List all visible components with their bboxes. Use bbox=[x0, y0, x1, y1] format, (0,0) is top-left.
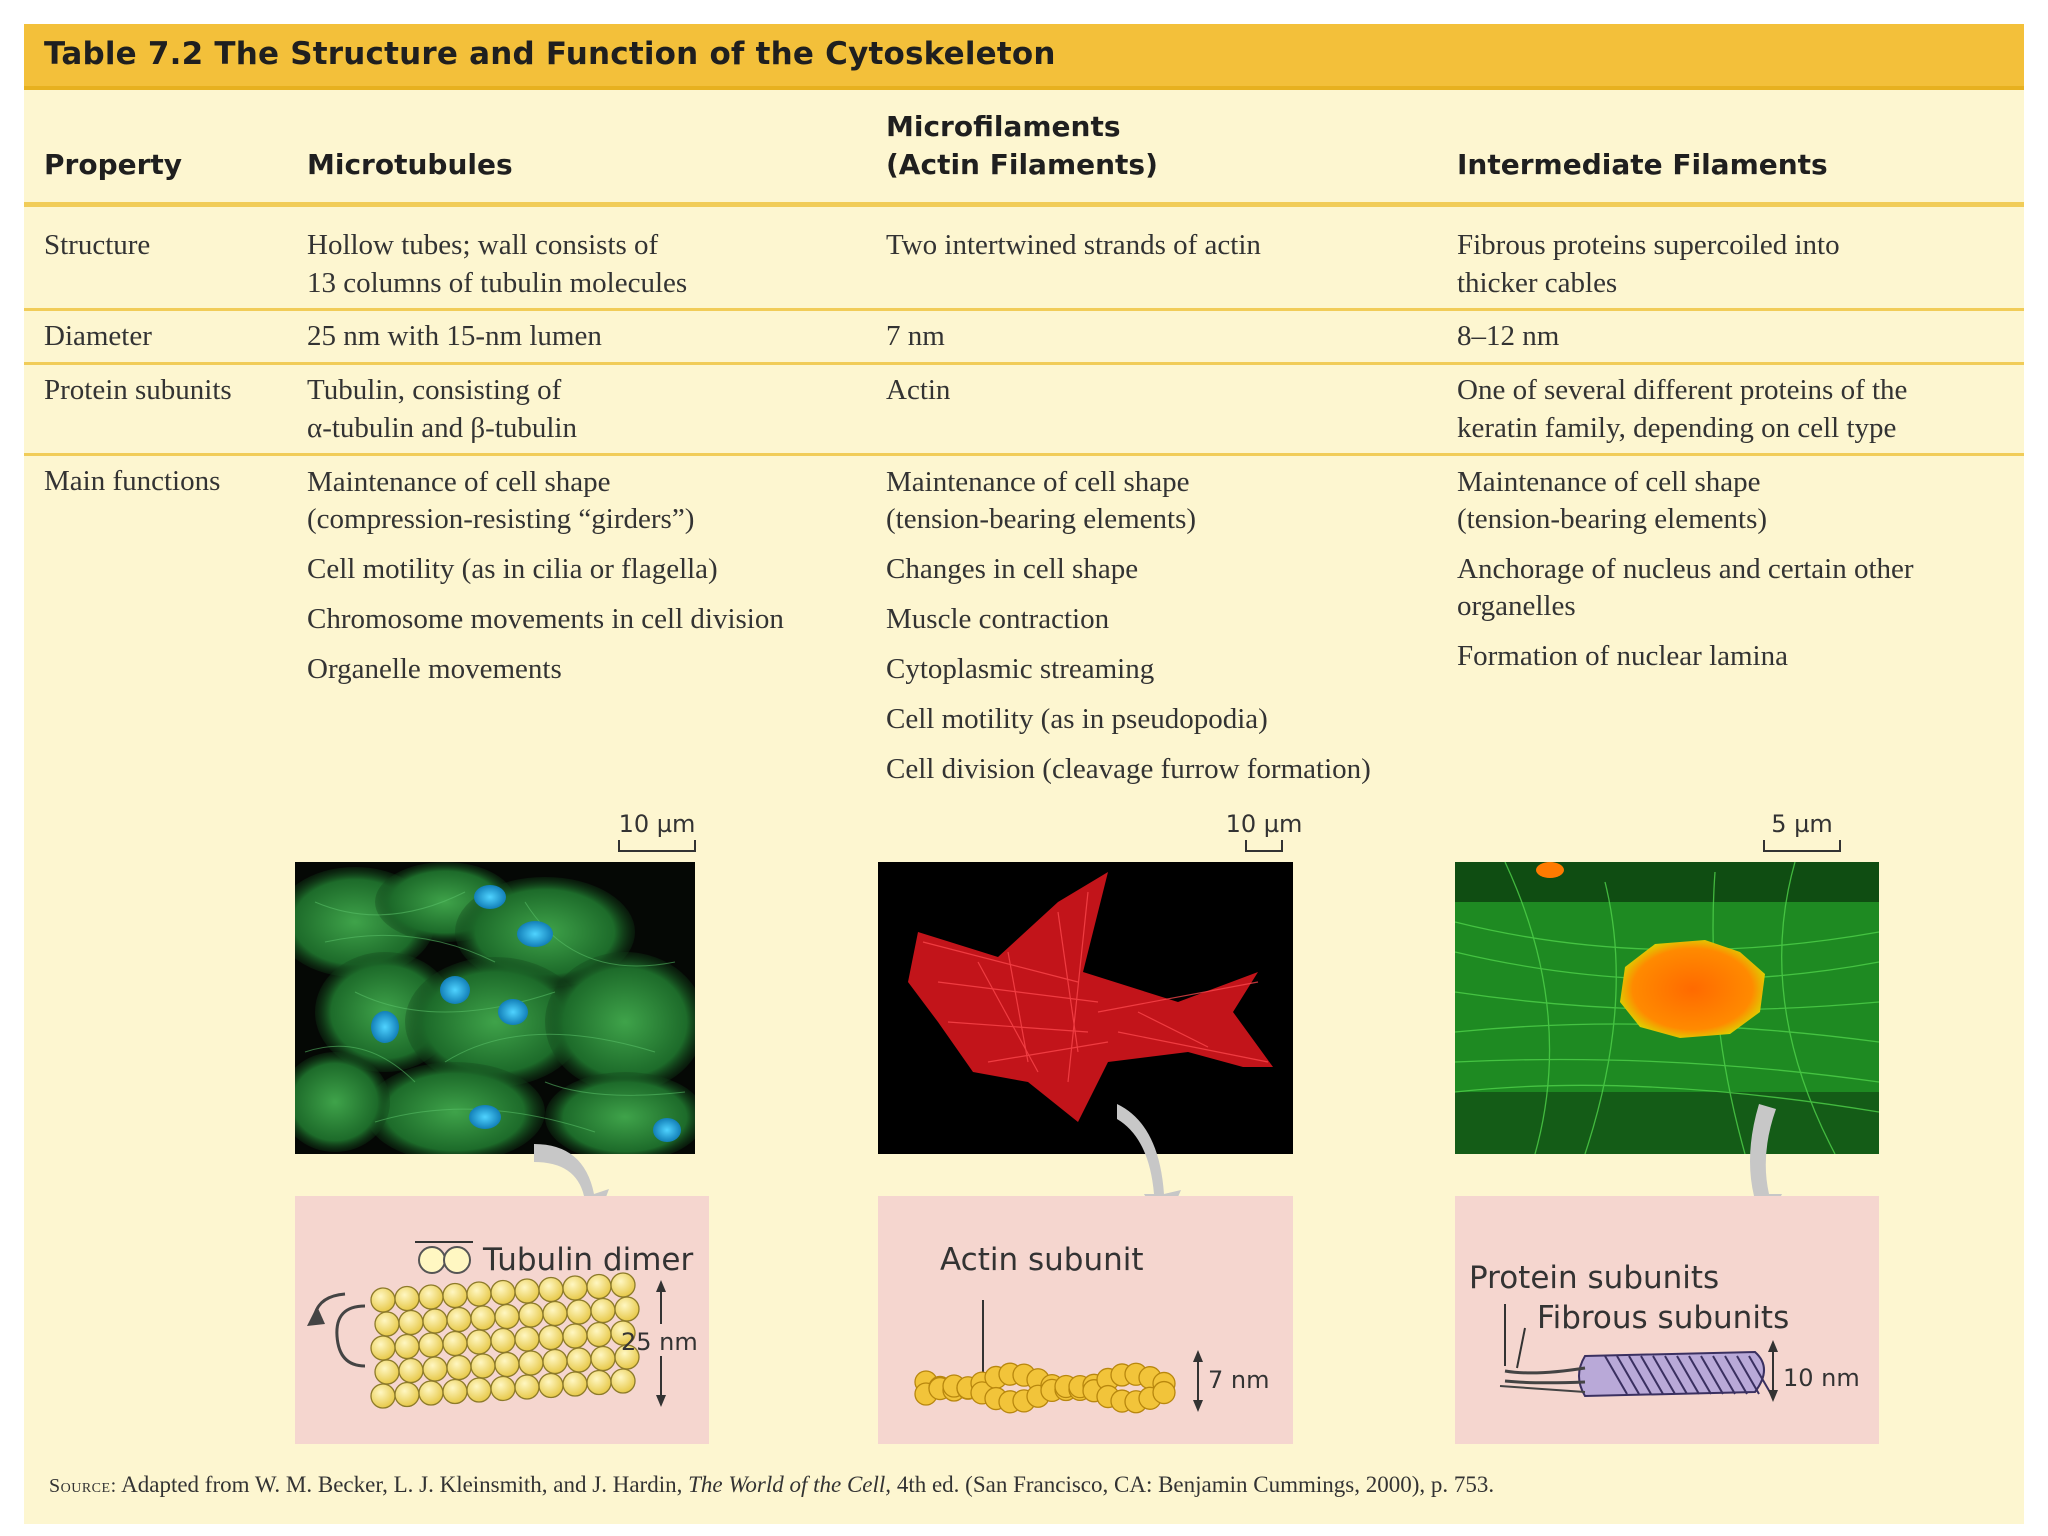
microtubule-dimension: 25 nm bbox=[621, 1328, 698, 1356]
row-label-structure: Structure bbox=[44, 229, 151, 261]
header-microtubules: Microtubules bbox=[307, 148, 513, 181]
table-title: Table 7.2 The Structure and Function of the Cytoskeleton bbox=[44, 36, 1056, 72]
list-item: Maintenance of cell shape (tension-bearing elements) bbox=[1457, 466, 1768, 535]
diameter-intermediate: 8–12 nm bbox=[1457, 320, 1560, 352]
microfilaments-micrograph bbox=[878, 862, 1293, 1154]
row-rule bbox=[24, 453, 2024, 456]
row-rule bbox=[24, 362, 2024, 365]
header-intermediate-filaments: Intermediate Filaments bbox=[1457, 148, 1828, 181]
table-title-bar bbox=[24, 24, 2024, 90]
intermediate-dimension: 10 nm bbox=[1783, 1364, 1860, 1392]
protein-subunits-microfilaments: Actin bbox=[886, 374, 951, 406]
list-item: Maintenance of cell shape (compression-resisting “girders”) bbox=[307, 466, 695, 535]
tubulin-dimer-label: Tubulin dimer bbox=[483, 1242, 694, 1278]
actin-subunit-label: Actin subunit bbox=[940, 1242, 1144, 1278]
actin-filament-diagram bbox=[878, 1196, 1293, 1444]
list-item: Anchorage of nucleus and certain other organelles bbox=[1457, 553, 1914, 622]
header-rule bbox=[24, 202, 2024, 207]
scale-bar-microfilaments: 10 µm bbox=[1219, 810, 1309, 852]
list-item: Organelle movements bbox=[307, 653, 562, 685]
list-item: Cell motility (as in cilia or flagella) bbox=[307, 553, 718, 585]
header-property: Property bbox=[44, 148, 183, 181]
structure-microfilaments: Two intertwined strands of actin bbox=[886, 229, 1261, 261]
list-item: Chromosome movements in cell division bbox=[307, 603, 784, 635]
protein-subunits-label: Protein subunits bbox=[1469, 1260, 1720, 1296]
protein-subunits-microtubules: Tubulin, consisting of α-tubulin and β-tubulin bbox=[307, 374, 577, 444]
table-page bbox=[24, 24, 2024, 1524]
header-microfilaments: Microfilaments (Actin Filaments) bbox=[886, 110, 1158, 181]
row-label-protein-subunits: Protein subunits bbox=[44, 374, 232, 406]
intermediate-filament-diagram bbox=[1455, 1196, 1879, 1444]
microtubule-diagram bbox=[295, 1196, 709, 1444]
list-item: Maintenance of cell shape (tension-bearing elements) bbox=[886, 466, 1197, 535]
tubulin-dimer-icon bbox=[415, 1242, 473, 1273]
protein-subunits-intermediate: One of several different proteins of the keratin family, depending on cell type bbox=[1457, 374, 1908, 444]
list-item: Cell motility (as in pseudopodia) bbox=[886, 703, 1268, 735]
scale-bar-intermediate: 5 µm bbox=[1757, 810, 1847, 852]
fibrous-subunits-label: Fibrous subunits bbox=[1537, 1300, 1790, 1336]
diameter-microtubules: 25 nm with 15-nm lumen bbox=[307, 320, 602, 352]
list-item: Formation of nuclear lamina bbox=[1457, 640, 1788, 672]
row-label-diameter: Diameter bbox=[44, 320, 152, 352]
list-item: Changes in cell shape bbox=[886, 553, 1139, 585]
structure-microtubules: Hollow tubes; wall consists of 13 columns of tubulin molecules bbox=[307, 229, 688, 299]
functions-intermediate bbox=[1457, 464, 1914, 688]
functions-microtubules bbox=[307, 464, 784, 701]
row-rule bbox=[24, 308, 2024, 311]
list-item: Cell division (cleavage furrow formation) bbox=[886, 753, 1371, 785]
scale-bar-microtubules: 10 µm bbox=[612, 810, 702, 852]
functions-microfilaments bbox=[886, 464, 1371, 801]
structure-intermediate: Fibrous proteins supercoiled into thicker cables bbox=[1457, 229, 1840, 299]
row-label-main-functions: Main functions bbox=[44, 465, 221, 497]
list-item: Muscle contraction bbox=[886, 603, 1110, 635]
source-citation: Source: Adapted from W. M. Becker, L. J. Kleinsmith, and J. Hardin, The World of the Cell, 4th ed. (San Francisco, CA: Benjamin Cummings, 2000), p. 753. bbox=[49, 1472, 1495, 1497]
list-item: Cytoplasmic streaming bbox=[886, 653, 1155, 685]
diameter-microfilaments: 7 nm bbox=[886, 320, 945, 352]
actin-dimension: 7 nm bbox=[1208, 1366, 1270, 1394]
